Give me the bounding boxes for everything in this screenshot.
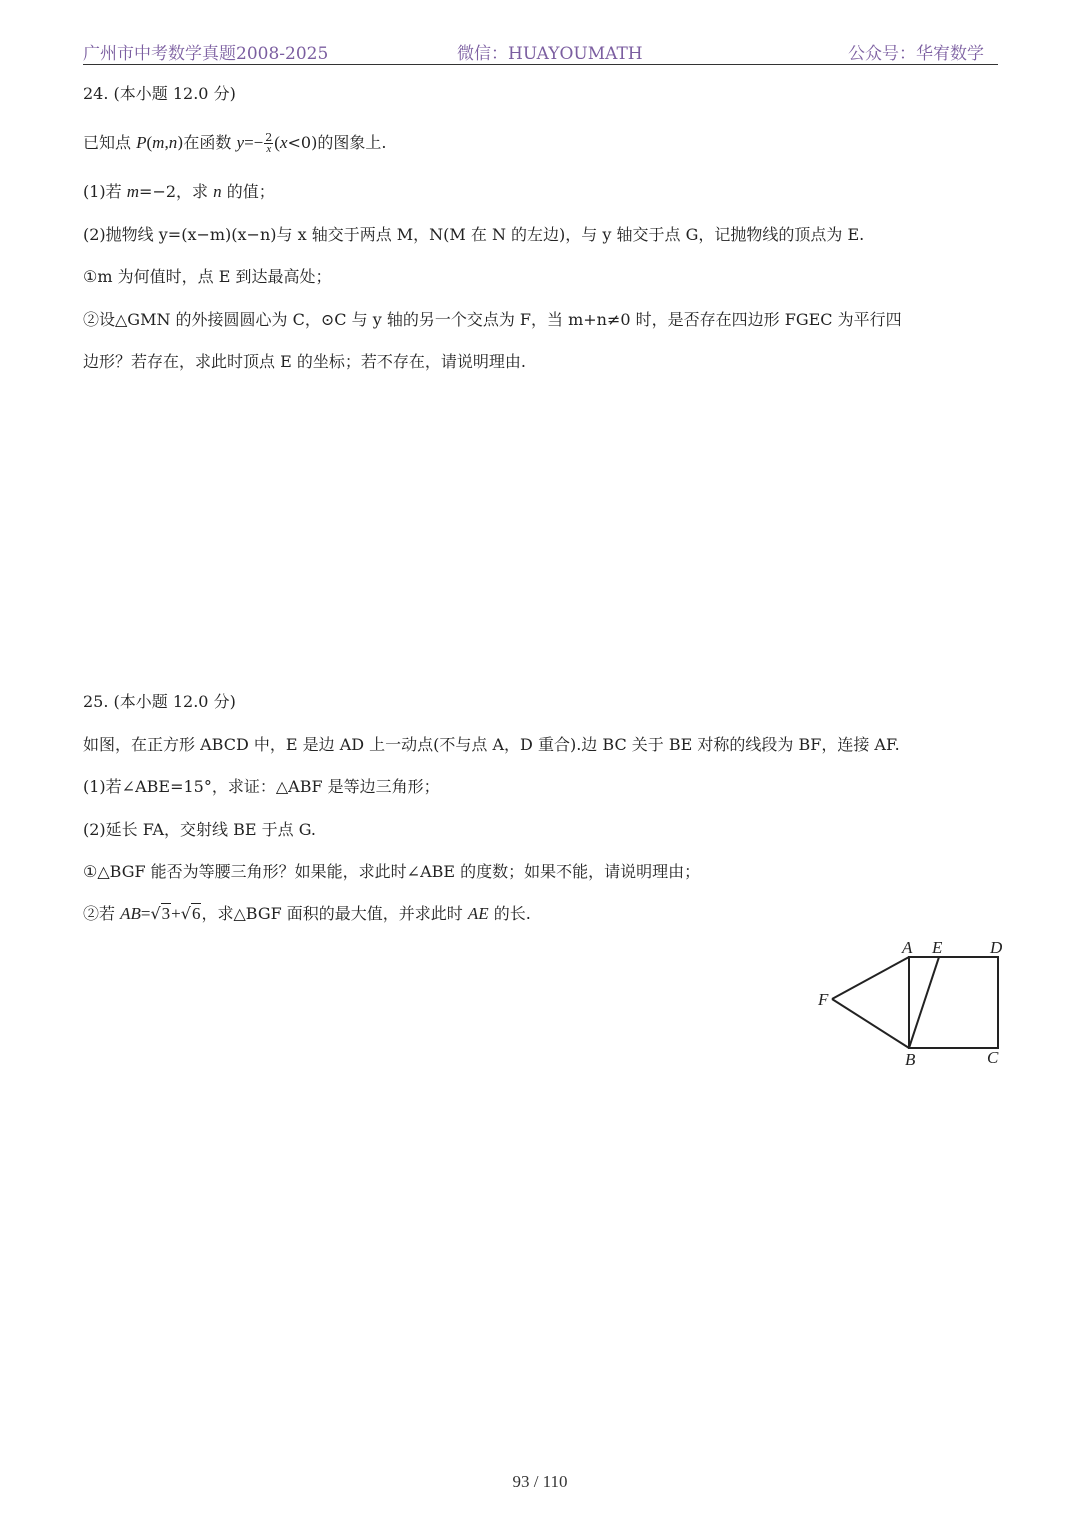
- header-wechat: 微信：HUAYOUMATH: [457, 44, 643, 64]
- label-c: C: [987, 1048, 999, 1067]
- q24-part1: (1)若 m=−2，求 n 的值；: [83, 182, 275, 201]
- q25-part2-sub1: ①△BGF 能否为等腰三角形？如果能，求此时∠ABE 的度数；如果不能，请说明理由；: [83, 862, 701, 881]
- q25-stem: 如图，在正方形 ABCD 中，E 是边 AD 上一动点(不与点 A，D 重合).边 BC 关于 BE 对称的线段为 BF，连接 AF.: [83, 735, 900, 754]
- q24-part2-sub2-line2: 边形？若存在，求此时顶点 E 的坐标；若不存在，请说明理由.: [83, 352, 526, 371]
- q25-title: 25. (本小题 12.0 分): [83, 692, 236, 711]
- header-account: 公众号：华宥数学: [848, 44, 984, 64]
- sqrt-3: √3: [150, 904, 171, 923]
- q24-title: 24. (本小题 12.0 分): [83, 84, 236, 103]
- header-title: 广州市中考数学真题2008-2025: [83, 44, 329, 64]
- sqrt-6: √6: [180, 904, 201, 923]
- label-a: A: [902, 938, 913, 957]
- q25-part2-sub2: ②若 AB=√3+√6，求△BGF 面积的最大值，并求此时 AE 的长.: [83, 904, 531, 923]
- q24-part2-sub1: ①m 为何值时，点 E 到达最高处；: [83, 267, 332, 286]
- q25-part2: (2)延长 FA，交射线 BE 于点 G.: [83, 820, 317, 839]
- segment-be: [909, 957, 939, 1048]
- segment-fb: [832, 999, 909, 1048]
- label-f: F: [818, 990, 829, 1009]
- segment-fa: [832, 957, 909, 999]
- q24-stem: 已知点 P(m,n)在函数 y=− $\frac{2}{x}$ (x<0)的图象上.: [83, 131, 387, 155]
- label-b: B: [905, 1050, 916, 1069]
- label-e: E: [932, 938, 943, 957]
- label-d: D: [990, 938, 1003, 957]
- q25-part1: (1)若∠ABE=15°，求证：△ABF 是等边三角形；: [83, 777, 440, 796]
- square-abcd: [909, 957, 998, 1048]
- q24-part2-sub2-line1: ②设△GMN 的外接圆圆心为 C，⊙C 与 y 轴的另一个交点为 F，当 m+n≠0 时，是否存在四边形 FGEC 为平行四: [83, 310, 902, 329]
- page-header: [83, 36, 998, 65]
- fraction: $\frac{2}{x}$: [265, 131, 273, 155]
- q24-part2: (2)抛物线 y=(x−m)(x−n)与 x 轴交于两点 M，N(M 在 N 的左边)，与 y 轴交于点 G，记抛物线的顶点为 E.: [83, 225, 865, 244]
- geometry-figure: [812, 935, 1012, 1075]
- page-number: 93 / 110: [512, 1472, 568, 1491]
